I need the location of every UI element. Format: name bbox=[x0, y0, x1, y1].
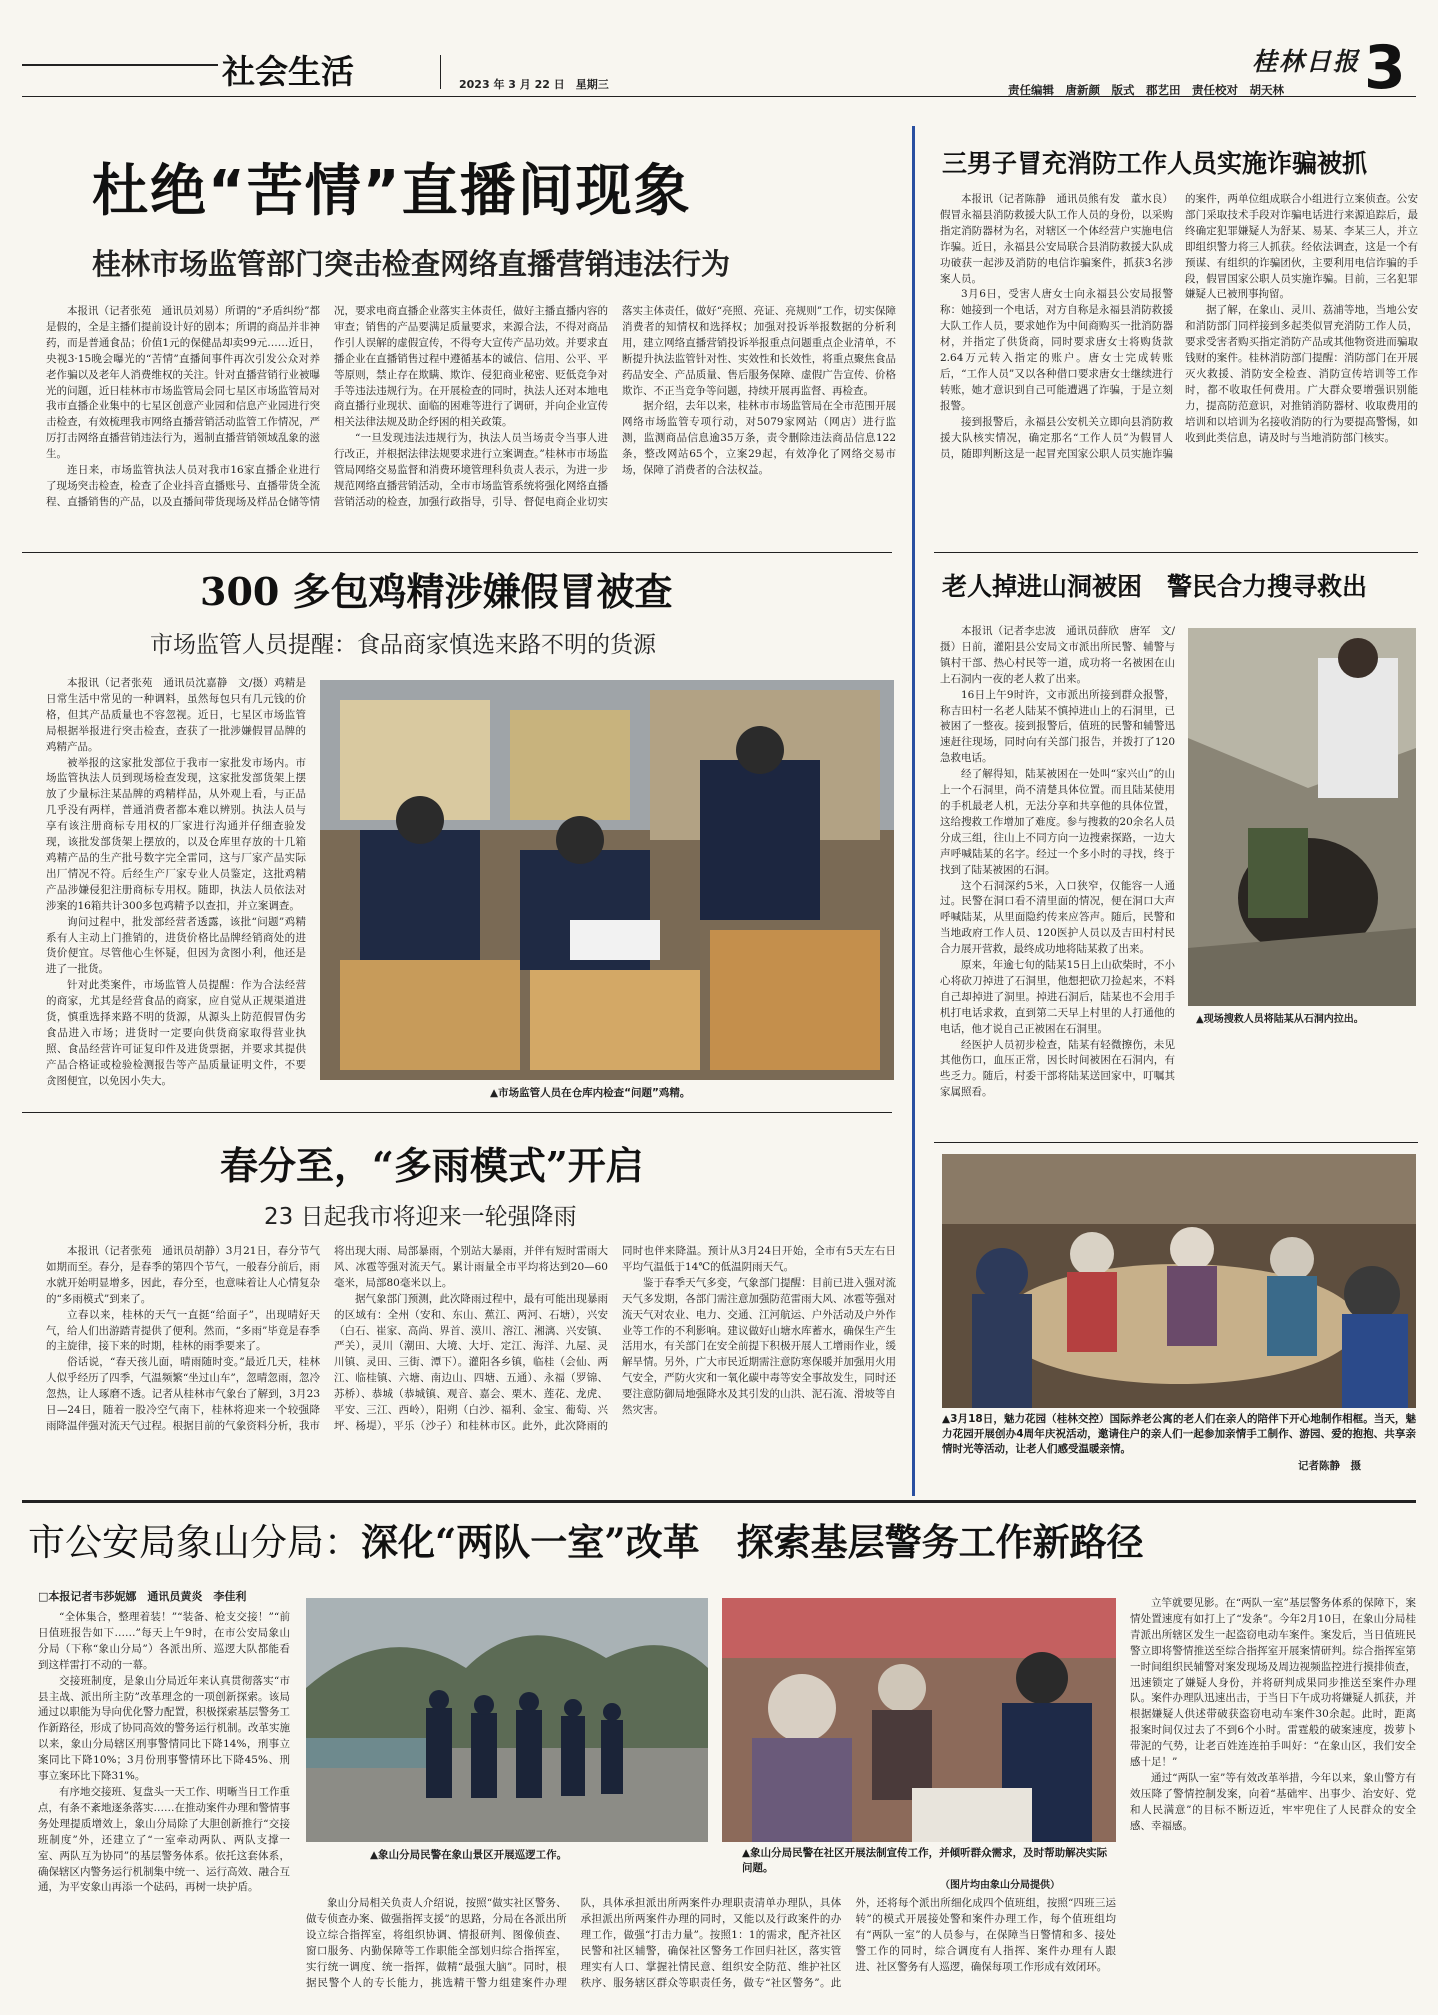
a3-caption: ▲市场监管人员在仓库内检查“问题”鸡精。 bbox=[490, 1087, 691, 1099]
a1-subtitle: 桂林市场监管部门突击检查网络直播营销违法行为 bbox=[92, 247, 731, 281]
a3-title: 300 多包鸡精涉嫌假冒被查 bbox=[200, 569, 673, 614]
a3-body: 本报讯（记者张苑 通讯员沈嘉静 文/摄）鸡精是日常生活中常见的一种调料，虽然每包只有几元钱的价格，但其产品质量也不容忽视。近日，七星区市场监管局根据举报进行突击检查，查获了一批涉嫌假冒品牌的鸡精产品。 被举报的这家批发部位于我市一家批发市场内。市场监管执法人员到现场检查发现，这家批发部货架上摆放了少量标注某品牌的鸡精样品，从外观上看，与正品几乎没有两样，普通消费者都本难以辨别。执法人员与享有该注册商标专用权的厂家进行沟通并仔细查验发现，该批发部货架上摆放的，以及仓库里存放的十几箱鸡精产品的生产批号数字完全雷同，这与厂家产品实际出厂情况不符。后经生产厂家专业人员鉴定，这批鸡精产品涉嫌侵犯注册商标专用权。随即，执法人员依法对涉案的16箱共计300多包鸡精予以查扣，并立案调查。 询问过程中，批发部经营者透露，该批“问题”鸡精系有人主动上门推销的，进货价格比品牌经销商处的进货价便宜。尽管他心生怀疑，但因为贪图小利，他还是进了一批货。 针对此类案件，市场监管人员提醒：作为合法经营的商家，尤其是经营食品的商家，应自觉从正规渠道进货，慎重选择来路不明的货源，从源头上防范假冒伪劣食品进入市场；进货时一定要向供货商家取得营业执照、食品经营许可证复印件及进货票据，并要求其提供产品合格证或检验检测报告等产品质量证明文件，不要贪图便宜，以免因小失大。 bbox=[46, 677, 306, 1087]
a1-bottom-rule bbox=[22, 552, 892, 553]
a2-bottom-rule bbox=[934, 552, 1418, 553]
a7-caption2-text: ▲象山分局民警在社区开展法制宣传工作，并倾听群众需求，及时帮助解决实际问题。 bbox=[742, 1847, 1108, 1874]
a1-title: 杜绝“苦情”直播间现象 bbox=[92, 160, 692, 224]
a7-title-prefix: 市公安局象山分局： bbox=[28, 1521, 361, 1564]
a4-bottom-rule bbox=[934, 1142, 1418, 1143]
a7-body-col1: “全体集合，整理着装！”“装备、枪支交接！”“前日值班报告如下……”每天上午9时，在市公安局象山分局（下称“象山分局”）各派出所、巡逻大队都能看到这样雷打不动的一幕。 交接班制度，是象山分局近年来认真贯彻落实“市县主战、派出所主防”改革理念的一项创新探索。该局通过以职能为导向优化警力配置，积极探索基层警务工作新路径，形成了协同高效的警务运行机制。改革实施以来，象山分局辖区刑事警情同比下降14%，刑事立案同比下降10%；3月份刑事警情环比下降45%、刑事立案环比下降31%。 有序地交接班、复盘头一天工作、明晰当日工作重点，有条不紊地逐条落实……在推动案件办理和警情事务处理提质增效上，象山分局除了大胆创新推行“交接班制度”外，还建立了“一室牵动两队、两队支撑一室、两队互为协同”的基层警务体系。依托这套体系，确保辖区内警务运行机制集中统一、运行高效、融合互通，为平安象山再添一个砝码，再树一块护盾。 bbox=[38, 1611, 290, 1894]
elderly-craft-photo bbox=[942, 1154, 1416, 1408]
a4-body: 本报讯（记者李忠波 通讯员薛欣 唐军 文/摄）日前，灌阳县公安局文市派出所民警、辅警与镇村干部、热心村民等一道，成功将一名被困在山上石洞内一夜的老人救了出来。 16日上午9时许，文市派出所接到群众报警，称吉田村一名老人陆某不慎掉进山上的石洞里，已被困了一整夜。接到报警后，值班的民警和辅警迅速赶往现场，同时向有关部门报告，并拨打了120急救电话。 经了解得知，陆某被困在一处叫“家兴山”的山上一个石洞里，尚不清楚具体位置。而且陆某使用的手机最老人机，无法分享和共享他的具体位置，这给搜救工作增加了难度。参与搜救的20余名人员分成三组，往山上不同方向一边搜索探路，一边大声呼喊陆某的名字。经过一个多小时的寻找，终于找到了陆某被困的石洞。 这个石洞深约5米，入口狭窄，仅能容一人通过。民警在洞口看不清里面的情况，便在洞口大声呼喊陆某，从里面隐约传来应答声。随后，民警和当地政府工作人员、120医护人员以及吉田村村民合力展开营救，最终成功地将陆某救了出来。 原来，年逾七旬的陆某15日上山砍柴时，不小心将砍刀掉进了石洞里，他想把砍刀捡起来，不料自己却掉进了洞里。掉进石洞后，陆某也不会用手机打电话求救，直到第二天早上村里的人打通他的电话，他才说自己正被困在石洞里。 经医护人员初步检查，陆某有轻微擦伤，未见其他伤口，血压正常，因长时间被困在石洞内，有些乏力。随后，村委干部将陆某送回家中，叮嘱其家属照看。 bbox=[940, 625, 1175, 1099]
column-divider bbox=[912, 126, 915, 1496]
a5-body: 本报讯（记者张苑 通讯员胡静）3月21日，春分节气如期而至。春分，是春季的第四个节气，一般春分前后，雨水就开始明显增多，因此，春分至，也意味着让人心情复杂的“多雨模式”到来了。 立春以来，桂林的天气一直挺“给面子”，出现晴好天气，给人们出游踏青提供了便利。然而，“多雨”毕竟是春季的主旋律，接下来的时期，桂林的雨季要来了。 俗话说，“春天孩儿面，晴雨随时变。”最近几天，桂林人似乎经历了四季，气温频繁“坐过山车”，忽晴忽雨，忽冷忽热，让人琢磨不透。记者从桂林市气象台了解到，3月23日—24日，随着一股冷空气南下，桂林将迎来一个较强降雨降温伴强对流天气过程。根据目前的气象资料分析，我市将出现大雨、局部暴雨，个别站大暴雨，并伴有短时雷雨大风、冰雹等强对流天气。累计雨量全市平均将达到20—60毫米，局部80毫米以上。 据气象部门预测，此次降雨过程中，最有可能出现暴雨的区域有：全州（安和、东山、蕉江、两河、石塘），兴安（白石、崔家、高尚、界首、漠川、溶江、湘漓、兴安镇、严关），灵川（潮田、大境、大圩、定江、海洋、九屋、灵川镇、灵田、三街、潭下）。灌阳各乡镇，临桂（会仙、两江、临桂镇、六塘、南边山、四塘、五通）、永福（罗锦、苏桥）、恭城（恭城镇、观音、嘉会、栗木、莲花、龙虎、平安、三江、西岭），阳朔（白沙、福利、金宝、葡萄、兴坪、杨堤），平乐（沙子）和桂林市区。此外，此次降雨的同时也伴来降温。预计从3月24日开始，全市有5天左右日平均气温低于14℃的低温阴雨天气。 鉴于春季天气多变，气象部门提醒：目前已进入强对流天气多发期，各部门需注意加强防范雷雨大风、冰雹等强对流天气对农业、电力、交通、江河航运、户外活动及户外作业等工作的不利影响。建议做好山塘水库蓄水，确保生产生活用水，有关部门在安全前提下积极开展人工增雨作业，缓解旱情。另外，广大市民近期需注意防寒保暖并加强用火用气安全，严防火灾和一氧化碳中毒等安全事故发生，同时还要注意防御局地强降水及其引发的山洪、泥石流、滑坡等自然灾害。 bbox=[46, 1245, 896, 1432]
editor-credits: 责任编辑 唐新颜 版式 郡艺田 责任校对 胡天林 bbox=[1008, 83, 1284, 97]
a5-title: 春分至，“多雨模式”开启 bbox=[220, 1143, 644, 1188]
a4-caption: ▲现场搜救人员将陆某从石洞内拉出。 bbox=[1196, 1014, 1364, 1025]
a7-body-col3: 立竿就要见影。在“两队一室”基层警务体系的保障下，案情处置速度有如打上了“发条”。今年2月10日，在象山分局桂青派出所辖区发生一起盗窃电动车案件。案发后，当日值班民警立即将警情推送至综合指挥室开展案情研判。综合指挥室第一时间组织民辅警对案发现场及周边视频监控进行摸排侦查，迅速锁定了嫌疑人身份，并将研判成果同步推送至案件办理队。案件办理队迅速出击，于当日下午成功将嫌疑人抓获，并根据嫌疑人供述带破获盗窃电动车案件30余起。此时，距离报案时间仅过去了不到6个小时。雷霆般的破案速度，拨萝卜带泥的气势，让老百姓连连拍手叫好：“在象山区，我们安全感十足！” 通过“两队一室”等有效改革举措，今年以来，象山警方有效压降了警情控制发案，向着“基础牢、出事少、治安好、党和人民满意”的目标不断迈近，牢牢兜住了人民群众的安全感、幸福感。 bbox=[1130, 1597, 1416, 1832]
a3-bottom-rule bbox=[22, 1112, 892, 1113]
a7-caption2 bbox=[742, 1846, 1116, 1876]
a7-byline: □本报记者韦莎妮娜 通讯员黄炎 李佳利 bbox=[38, 1590, 247, 1603]
a7-body-col2: 象山分局相关负责人介绍说，按照“做实社区警务、做专侦查办案、做强指挥支援”的思路，分局在各派出所设立综合指挥室，将组织协调、情报研判、图像侦查、窗口服务、内勤保障等工作职能全部划归综合指挥室，实行统一调度、统一指挥，做精“最强大脑”。同时，根据民警个人的专长能力，挑选精干警力组建案件办理队，具体承担派出所两案件办理职责清单办理队，具体承担派出所两案件办理的同时，又能以及行政案件的办理工作，做强“打击力量”。按照1：1的需求，配齐社区民警和社区辅警，确保社区警务工作回归社区，落实管理实有人口、掌握社情民意、组织安全防范、维护社区秩序、服务辖区群众等职责任务，做专“社区警务”。此外，还将每个派出所细化成四个值班组，按照“四班三运转”的模式开展接处警和案件办理工作，每个值班组均有“两队一室”的人员参与，在保障当日警情和多、接处警工作的同时，综合调度有人指挥、案件办理有人跟进、社区警务有人巡逻，确保每项工作形成有效闭环。 bbox=[306, 1897, 1116, 1989]
masthead-rule-left bbox=[22, 64, 218, 66]
lower-section-rule bbox=[22, 1500, 1416, 1503]
a7-photo1 bbox=[306, 1598, 708, 1842]
a6-caption bbox=[942, 1412, 1416, 1457]
cave-rescue-photo bbox=[1188, 628, 1416, 1006]
a5-subtitle: 23 日起我市将迎来一轮强降雨 bbox=[264, 1204, 577, 1230]
a3-subtitle: 市场监管人员提醒：食品商家慎选来路不明的货源 bbox=[150, 632, 656, 658]
a7-caption1: ▲象山分局民警在象山景区开展巡逻工作。 bbox=[370, 1849, 568, 1861]
patrol-photo bbox=[306, 1598, 708, 1842]
newspaper-logo: 桂林日报 bbox=[1252, 47, 1361, 76]
issue-date: 2023 年 3 月 22 日 星期三 bbox=[459, 78, 609, 91]
a6-credit: 记者陈静 摄 bbox=[1298, 1460, 1361, 1472]
section-title: 社会生活 bbox=[222, 52, 354, 91]
a6-photo bbox=[942, 1154, 1416, 1408]
a7-credit2: （图片均由象山分局提供） bbox=[940, 1880, 1060, 1891]
a2-body: 本报讯（记者陈静 通讯员熊有发 董水良）假冒永福县消防救援大队工作人员的身份，以采购指定消防器材为名，对辖区一个体经营户实施电信诈骗。近日，永福县公安局联合县消防救援大队成功破获一起涉及消防的电信诈骗案件，抓获3名涉案人员。 3月6日，受害人唐女士向永福县公安局报警称：她接到一个电话，对方自称是永福县消防救援大队工作人员，要求她作为中间商购买一批消防器材，并指定了供货商，同时要求唐女士将购货款2.64万元转入指定的账户。唐女士完成转账后，“工作人员”又以各种借口要求唐女士继续进行转账，她才意识到自己可能遭遇了诈骗，于是立刻报警。 接到报警后，永福县公安机关立即向县消防救援大队核实情况，确定那名“工作人员”为假冒人员，随即判断这是一起冒充国家公职人员实施诈骗的案件，两单位组成联合小组进行立案侦查。公安部门采取技术手段对诈骗电话进行来源追踪后，最终确定犯罪嫌疑人为舒某、易某、李某三人，并立即组织警力将三人抓获。经依法调查，这是一个有预谋、有组织的诈骗团伙，主要利用电信诈骗的手段，假冒国家公职人员实施诈骗。目前，三名犯罪嫌疑人已被刑事拘留。 据了解，在象山、灵川、荔浦等地，当地公安和消防部门同样接到多起类似冒充消防工作人员，要求受害者购买指定消防产品或其他物资进而骗取钱财的案件。桂林消防部门提醒：消防部门在开展灭火救援、消防安全检查、消防宣传培训等工作时，都不收取任何费用。广大群众要增强识别能力，提高防范意识，对推销消防器材、收取费用的培训和以培训为名接收消防的行为要提高警惕，如收到此类信息，请及时与当地消防部门核实。 bbox=[940, 193, 1418, 460]
masthead-divider bbox=[440, 55, 441, 89]
market-inspection-photo bbox=[320, 680, 894, 1080]
a4-photo bbox=[1188, 628, 1416, 1006]
a2-title: 三男子冒充消防工作人员实施诈骗被抓 bbox=[942, 149, 1368, 178]
a7-photo2 bbox=[722, 1598, 1116, 1842]
community-photo bbox=[722, 1598, 1116, 1842]
a4-title: 老人掉进山洞被困 警民合力搜寻救出 bbox=[942, 572, 1368, 601]
a7-title-main: 深化“两队一室”改革 探索基层警务工作新路径 bbox=[361, 1520, 1144, 1564]
a3-photo bbox=[320, 680, 894, 1080]
page-number: 3 bbox=[1364, 38, 1406, 98]
a1-body: 本报讯（记者张苑 通讯员刘易）所谓的“矛盾纠纷”都是假的，全是主播们提前设计好的剧本；所谓的商品并非神药，而是普通食品；价值1元的保健品却卖99元……近日，央视3·15晚会曝光的“苦情”直播间事件再次引发公众对养老作骗以及老年人消费维权的关注。针对直播营销行业被曝光的问题，近日桂林市市场监管局会同七星区市场监管局对我市直播企业集中的七星区创意产业园和信息产业园进行突击检查，有效梳理我市网络直播营销活动监管工作情况，严厉打击网络直播营销违法行为，遏制直播营销领域乱象的滋生。 连日来，市场监管执法人员对我市16家直播企业进行了现场突击检查，检查了企业抖音直播账号、直播带货全流程、直播销售的产品，以及直播间带货现场及样品仓储等情况，要求电商直播企业落实主体责任，做好主播直播内容的审查；销售的产品要满足质量要求，来源合法，不得对商品作引人误解的虚假宣传，不得夸大宣传产品功效。并要求直播企业在直播销售过程中遵循基本的诚信、信用、公平、平等原则，禁止存在欺瞒、欺诈、侵犯商业秘密、贬低竞争对手等违法违规行为。在开展检查的同时，执法人还对本地电商直播行业现状、面临的困难等进行了调研，并向企业宣传相关法律法规及助企纾困的相关政策。 “一旦发现违法违规行为，执法人员当场责令当事人进行改正，并根据法律法规要求进行立案调查。”桂林市市场监管局网络交易监督和消费环境管理科负责人表示，为进一步规范网络直播营销活动，全市市场监管系统将强化网络直播营销活动的检查，加强行政指导，引导、督促电商企业切实落实主体责任，做好“亮照、亮证、亮规则”工作，切实保障消费者的知情权和选择权；加强对投诉举报数据的分析利用，建立网络直播营销投诉举报重点问题重点企业清单，不断提升执法监管针对性、实效性和长效性，将重点聚焦食品药品安全、产品质量、售后服务保障、虚假广告宣传、价格欺诈、不正当竞争等问题，持续开展再监督、再检查。 据介绍，去年以来，桂林市市场监管局在全市范围开展网络市场监管专项行动，对5079家网站（网店）进行监测，监测商品信息逾35万条，责令删除违法商品信息122条，整改网站65个，立案29起，有效净化了网络交易市场，保障了消费者的合法权益。 bbox=[46, 305, 896, 508]
a6-caption-text: ▲3月18日，魅力花园（桂林交控）国际养老公寓的老人们在亲人的陪伴下开心地制作相框。当天，魅力花园开展创办4周年庆祝活动，邀请住户的亲人们一起参加亲情手工制作、游园、爱的抱抱、共享亲情时光等活动，让老人们感受温暖亲情。 bbox=[942, 1413, 1416, 1455]
a7-title bbox=[28, 1518, 1144, 1567]
